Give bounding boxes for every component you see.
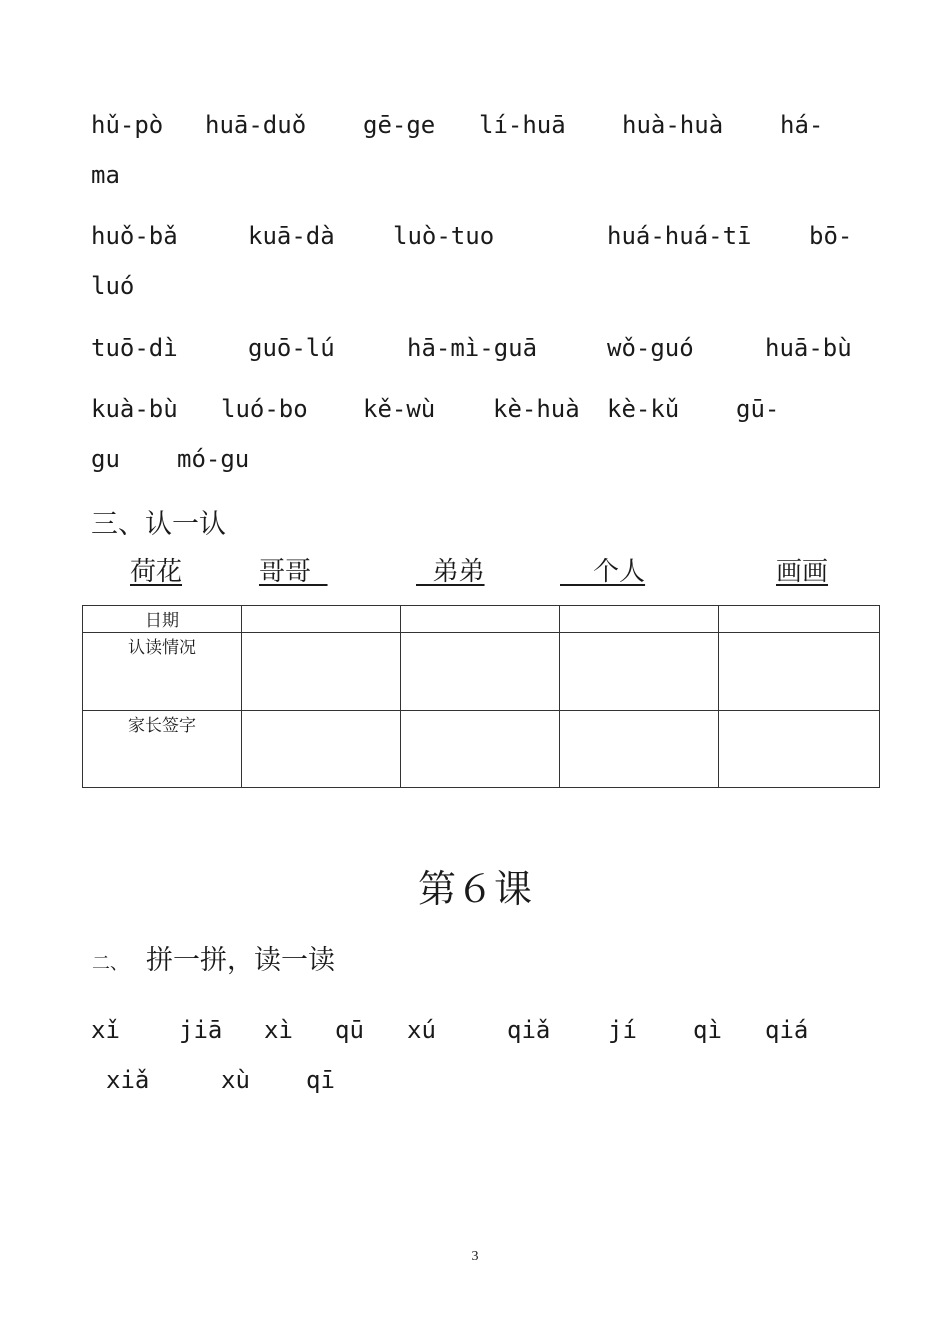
word-item: 画画	[776, 557, 829, 587]
pinyin-syllable: xiǎ	[106, 1066, 150, 1094]
pinyin-word: gu	[91, 445, 120, 473]
pinyin-word: lí-huā	[479, 111, 566, 139]
pinyin-word: luó	[91, 272, 135, 300]
table-cell	[242, 711, 401, 788]
section-heading: 三、认一认	[91, 509, 226, 540]
table-cell	[719, 606, 880, 633]
page-number: 3	[471, 1249, 479, 1264]
pinyin-syllable: jiā	[179, 1016, 223, 1044]
section-number: 二、	[92, 953, 128, 974]
pinyin-word: huǒ-bǎ	[91, 222, 178, 250]
table-row	[83, 633, 880, 711]
table-cell	[560, 633, 719, 711]
pinyin-word: kuà-bù	[91, 395, 178, 423]
row-label-reading-status: 认读情况	[83, 633, 242, 711]
table-cell	[719, 711, 880, 788]
table-cell	[719, 633, 880, 711]
pinyin-syllable: xì	[264, 1016, 293, 1044]
row-label-date: 日期	[83, 606, 242, 633]
pinyin-word: luó-bo	[221, 395, 308, 423]
word-item: 哥哥	[259, 557, 328, 587]
section-two-heading	[92, 938, 335, 977]
pinyin-syllable: xǐ	[91, 1016, 120, 1044]
pinyin-word: huā-duǒ	[205, 111, 307, 139]
word-item: 弟弟	[416, 557, 485, 587]
pinyin-word: wǒ-guó	[607, 334, 694, 362]
table-cell	[242, 633, 401, 711]
word-item: 荷花	[130, 557, 183, 587]
pinyin-syllable: qī	[306, 1066, 335, 1094]
table-row	[83, 606, 880, 633]
pinyin-word: kè-kǔ	[607, 395, 680, 423]
pinyin-word: huā-bù	[765, 334, 852, 362]
table-cell	[401, 633, 560, 711]
pinyin-syllable: qì	[693, 1016, 722, 1044]
row-label-parent-signature: 家长签字	[83, 711, 242, 788]
table-row	[83, 711, 880, 788]
pinyin-syllable: qiá	[765, 1016, 809, 1044]
pinyin-syllable: qū	[335, 1016, 364, 1044]
word-item: 个人	[560, 557, 646, 587]
pinyin-word: bō-	[809, 222, 853, 250]
pinyin-syllable: xù	[221, 1066, 250, 1094]
pinyin-word: hǔ-pò	[91, 111, 164, 139]
table-cell	[560, 711, 719, 788]
pinyin-word: hā-mì-guā	[407, 334, 538, 362]
pinyin-syllable: qiǎ	[507, 1016, 551, 1044]
pinyin-word: tuō-dì	[91, 334, 178, 362]
pinyin-word: gū-	[736, 395, 780, 423]
table-cell	[242, 606, 401, 633]
reading-record-table	[82, 605, 880, 788]
pinyin-word: kuā-dà	[248, 222, 335, 250]
section-title: 拼一拼，读一读	[146, 945, 335, 976]
pinyin-syllable: xú	[407, 1016, 436, 1044]
table-cell	[401, 711, 560, 788]
pinyin-syllable: jí	[608, 1016, 637, 1044]
pinyin-word: ma	[91, 161, 120, 189]
pinyin-word: luò-tuo	[393, 222, 495, 250]
pinyin-word: guō-lú	[248, 334, 335, 362]
table-cell	[560, 606, 719, 633]
table-cell	[401, 606, 560, 633]
pinyin-word: kè-huà	[493, 395, 580, 423]
lesson-title: 第６课	[417, 867, 532, 911]
pinyin-word: gē-ge	[363, 111, 436, 139]
pinyin-word: huà-huà	[622, 111, 724, 139]
pinyin-word: kě-wù	[363, 395, 436, 423]
pinyin-word: mó-gu	[177, 445, 250, 473]
pinyin-word: huá-huá-tī	[607, 222, 752, 250]
pinyin-word: há-	[780, 111, 824, 139]
